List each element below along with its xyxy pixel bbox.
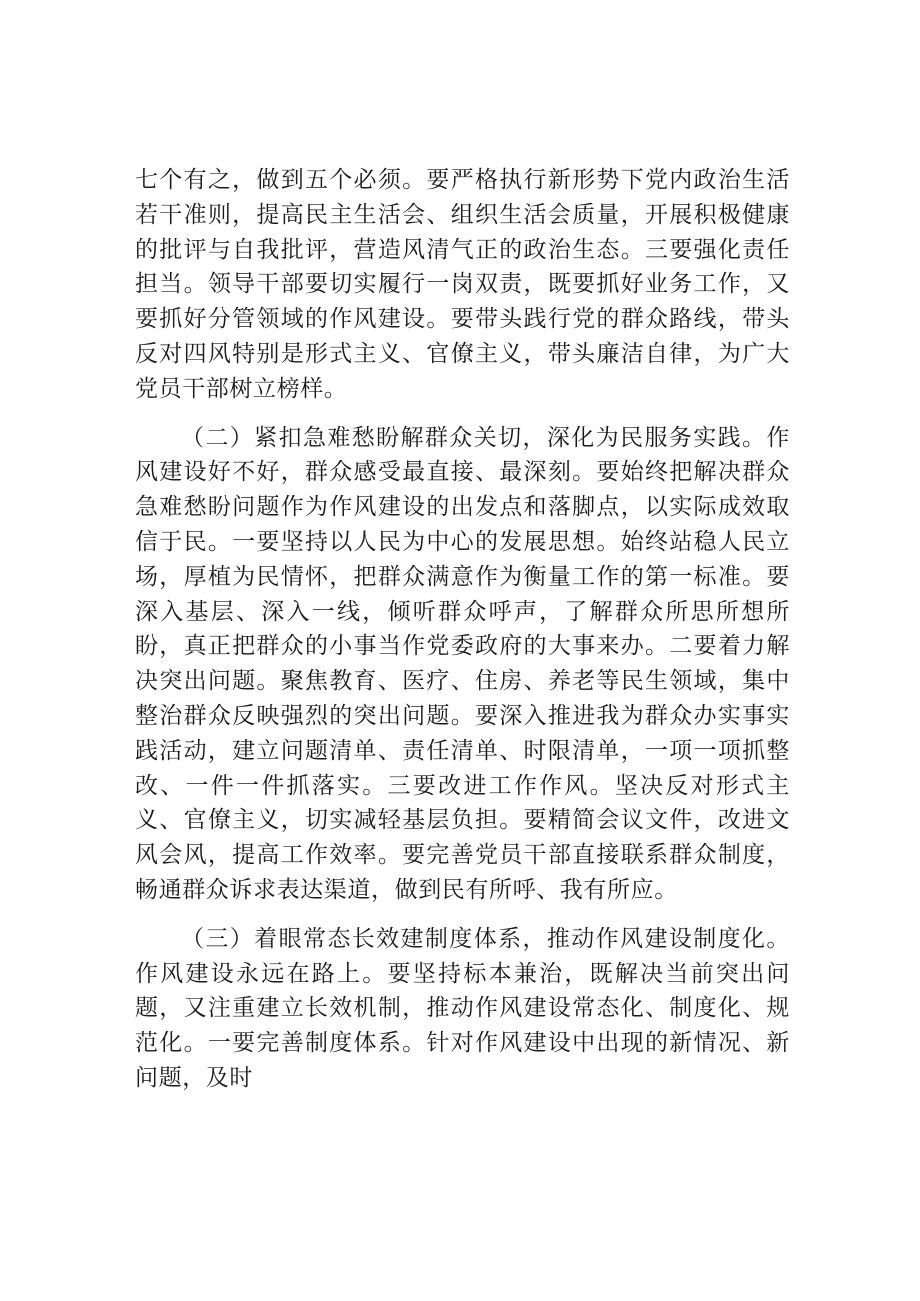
paragraph-section-three: （三）着眼常态长效建制度体系，推动作风建设制度化。作风建设永远在路上。要坚持标本兼治，既解决当前突出问题，又注重建立长效机制，推动作风建设常态化、制度化、规范化。一要完善制度体系。针对作风建设中出现的新情况、新问题，及时 bbox=[135, 925, 790, 1091]
paragraph-section-two: （二）紧扣急难愁盼解群众关切，深化为民服务实践。作风建设好不好，群众感受最直接、最深刻。要始终把解决群众急难愁盼问题作为作风建设的出发点和落脚点，以实际成效取信于民。一要坚持以人民为中心的发展思想。始终站稳人民立场，厚植为民情怀，把群众满意作为衡量工作的第一标准。要深入基层、深入一线，倾听群众呼声，了解群众所思所想所盼，真正把群众的小事当作党委政府的大事来办。二要着力解决突出问题。聚焦教育、医疗、住房、养老等民生领域，集中整治群众反映强烈的突出问题。要深入推进我为群众办实事实践活动，建立问题清单、责任清单、时限清单，一项一项抓整改、一件一件抓落实。三要改进工作作风。坚决反对形式主义、官僚主义，切实减轻基层负担。要精简会议文件，改进文风会风，提高工作效率。要完善党员干部直接联系群众制度，畅通群众诉求表达渠道，做到民有所呼、我有所应。 bbox=[135, 424, 790, 903]
document-body bbox=[135, 163, 790, 1096]
paragraph-continuation: 七个有之，做到五个必须。要严格执行新形势下党内政治生活若干准则，提高民主生活会、组织生活会质量，开展积极健康的批评与自我批评，营造风清气正的政治生态。三要强化责任担当。领导干部要切实履行一岗双责，既要抓好业务工作，又要抓好分管领域的作风建设。要带头践行党的群众路线，带头反对四风特别是形式主义、官僚主义，带头廉洁自律，为广大党员干部树立榜样。 bbox=[135, 167, 790, 402]
